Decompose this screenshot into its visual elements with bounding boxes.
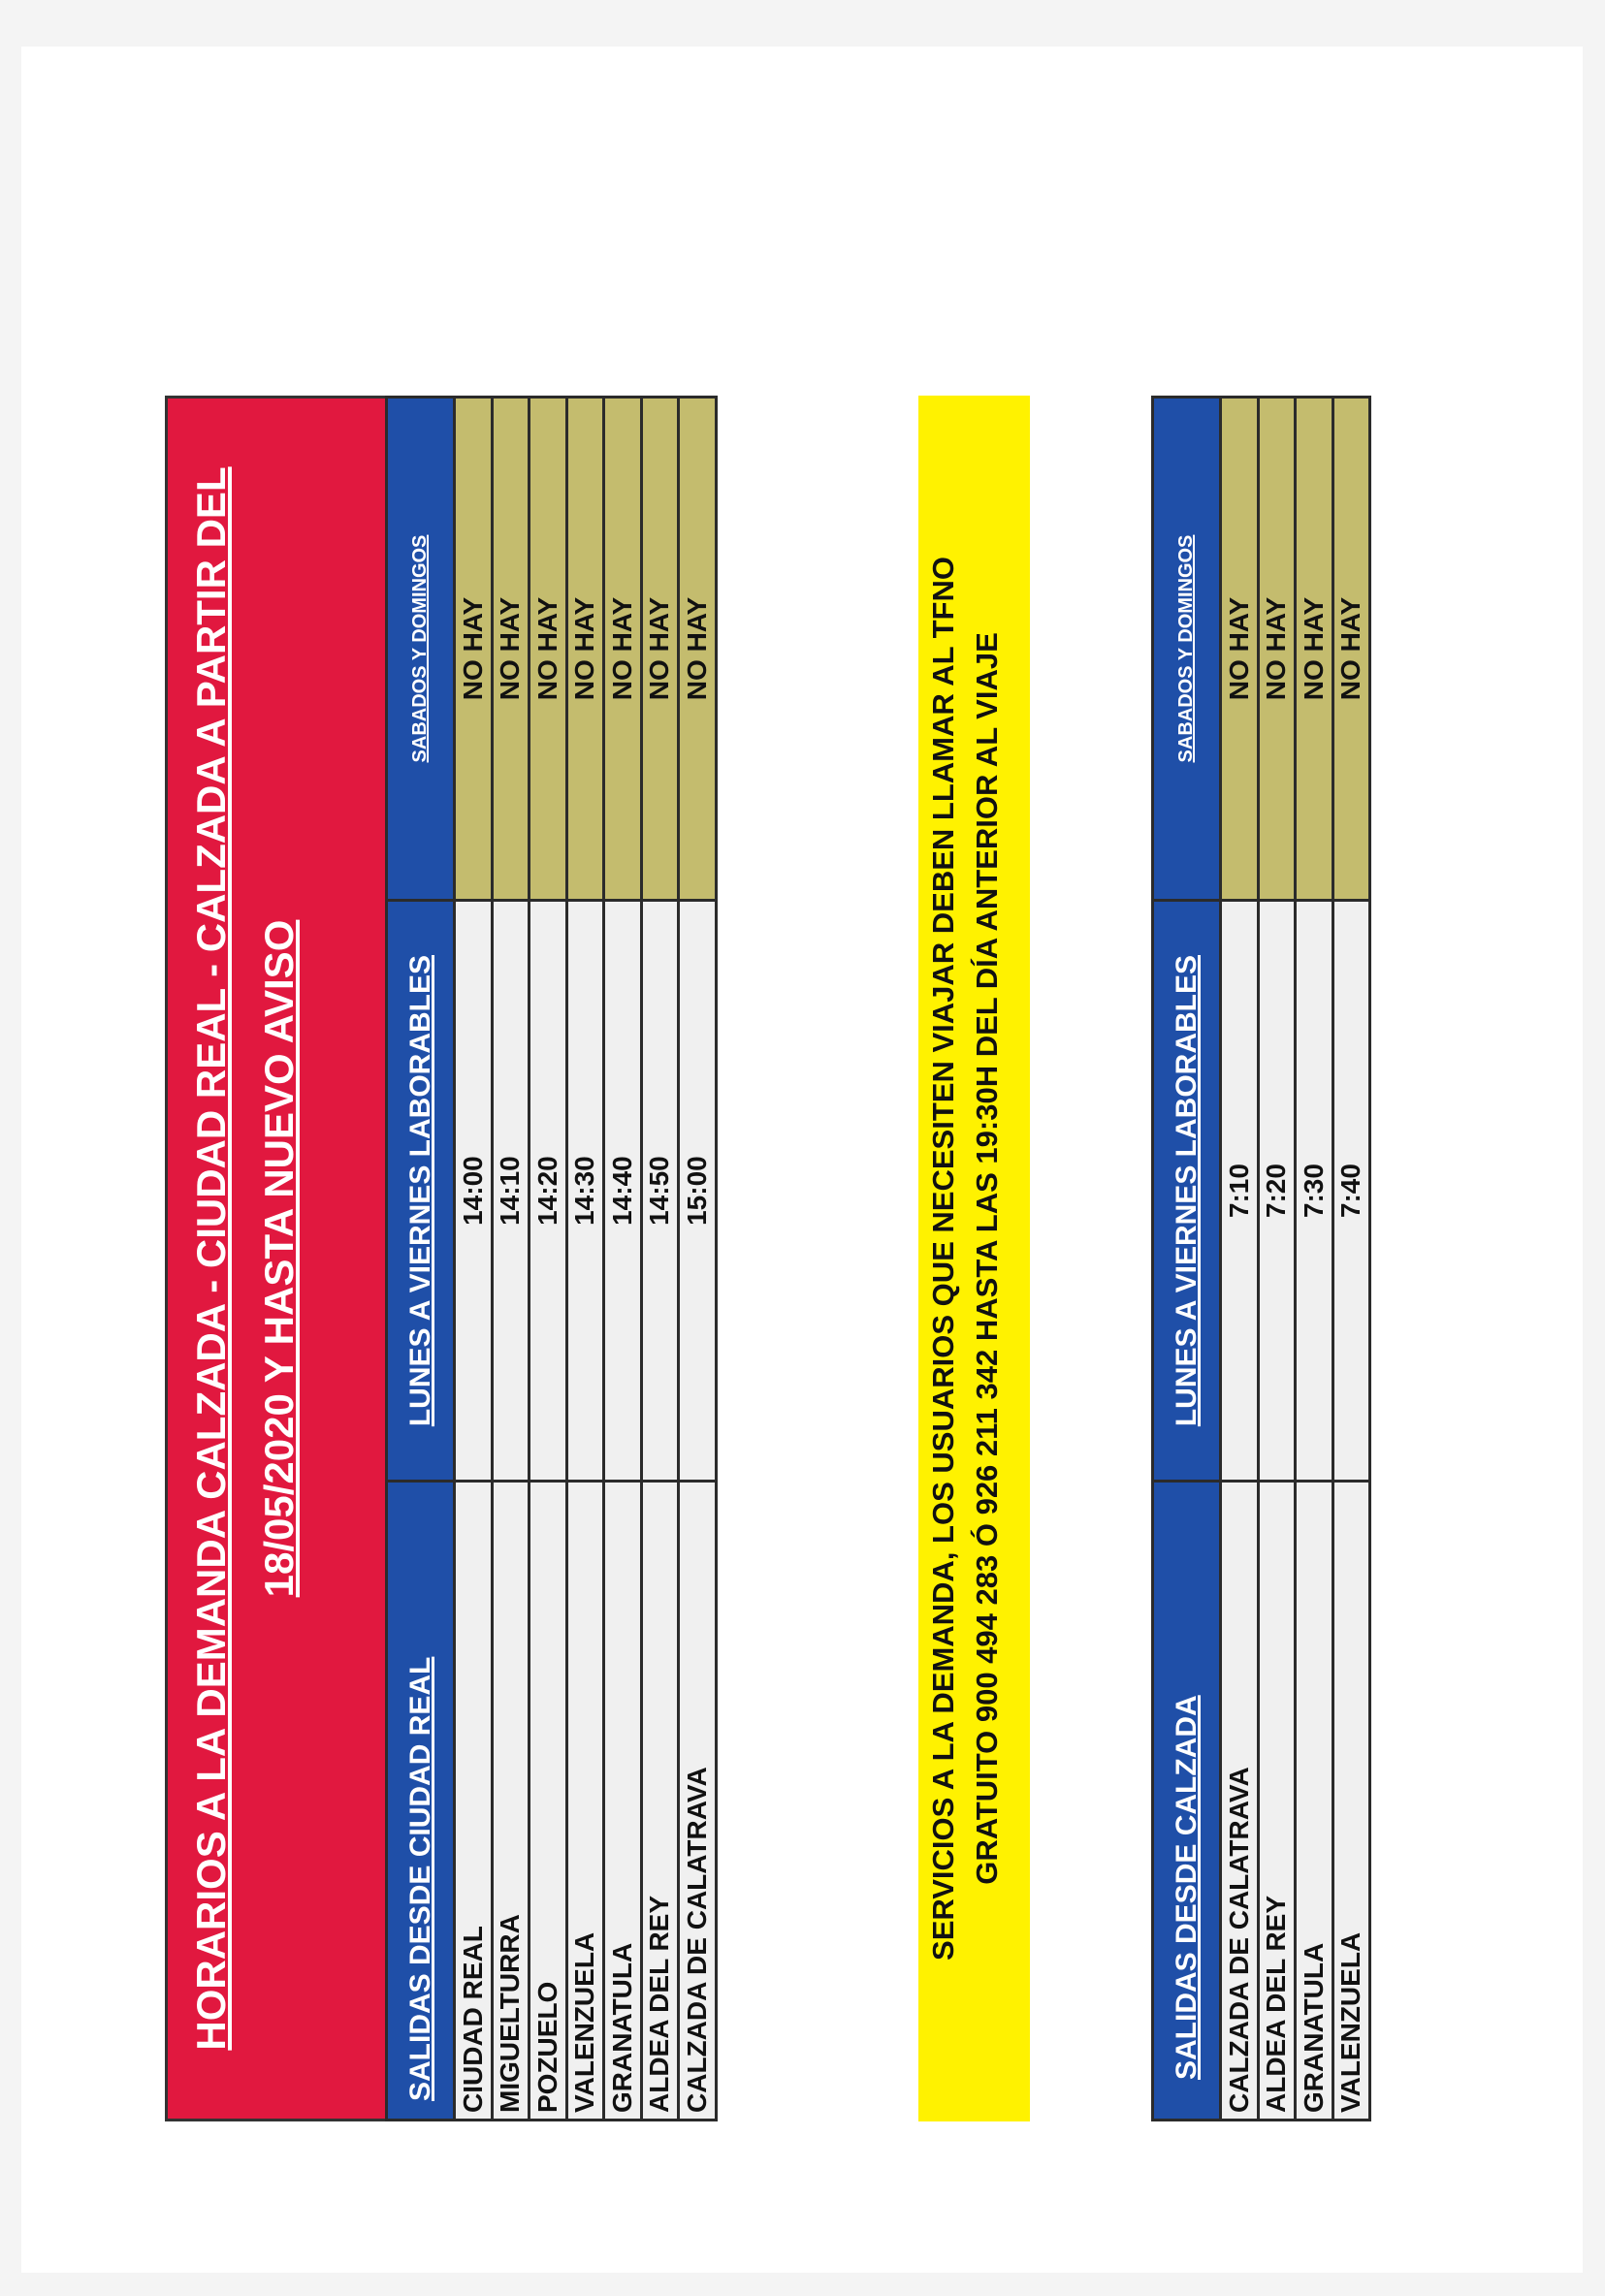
- schedule-table-from-ciudad-real: [385, 396, 718, 2121]
- table-row: [1296, 398, 1333, 2121]
- weekend-availability: NO HAY: [492, 398, 530, 901]
- schedule-title-banner: [165, 396, 388, 2121]
- stop-name: CIUDAD REAL: [455, 1482, 493, 2121]
- stop-name: GRANATULA: [604, 1482, 642, 2121]
- table-header-row: [387, 398, 455, 2121]
- header-weekends: SABADOS Y DOMINGOS: [387, 398, 455, 901]
- schedule-table-from-calzada: [1151, 396, 1371, 2121]
- weekday-time: 7:10: [1221, 901, 1259, 1482]
- weekday-time: 7:20: [1258, 901, 1296, 1482]
- weekend-availability: NO HAY: [1332, 398, 1370, 901]
- weekday-time: 14:30: [566, 901, 604, 1482]
- table-row: [1221, 398, 1259, 2121]
- weekend-availability: NO HAY: [679, 398, 717, 901]
- weekend-availability: NO HAY: [1296, 398, 1333, 901]
- weekend-availability: NO HAY: [566, 398, 604, 901]
- weekend-availability: NO HAY: [1221, 398, 1259, 901]
- stop-name: CALZADA DE CALATRAVA: [679, 1482, 717, 2121]
- table-row: [604, 398, 642, 2121]
- table-row: [1258, 398, 1296, 2121]
- weekend-availability: NO HAY: [604, 398, 642, 901]
- title-line-1: HORARIOS A LA DEMANDA CALZADA - CIUDAD REAL - CALZADA A PARTIR DEL: [188, 466, 234, 2051]
- table-row: [566, 398, 604, 2121]
- stop-name: VALENZUELA: [566, 1482, 604, 2121]
- stop-name: VALENZUELA: [1332, 1482, 1370, 2121]
- weekday-time: 7:40: [1332, 901, 1370, 1482]
- weekday-time: 14:50: [641, 901, 679, 1482]
- notice-line-2: GRATUITO 900 494 283 Ó 926 211 342 HASTA LAS 19:30H DEL DÍA ANTERIOR AL VIAJE: [969, 632, 1004, 1885]
- document-sheet: [21, 47, 1583, 2273]
- table-row: [641, 398, 679, 2121]
- weekend-availability: NO HAY: [1258, 398, 1296, 901]
- header-departures: SALIDAS DESDE CALZADA: [1153, 1482, 1221, 2121]
- weekend-availability: NO HAY: [641, 398, 679, 901]
- table-body: [455, 398, 717, 2121]
- header-departures: SALIDAS DESDE CIUDAD REAL: [387, 1482, 455, 2121]
- header-weekdays: LUNES A VIERNES LABORABLES: [1153, 901, 1221, 1482]
- weekday-time: 14:40: [604, 901, 642, 1482]
- stop-name: ALDEA DEL REY: [1258, 1482, 1296, 2121]
- rotated-page: [21, 85, 1457, 2160]
- on-demand-notice: [918, 396, 1030, 2121]
- table-row: [455, 398, 493, 2121]
- weekend-availability: NO HAY: [455, 398, 493, 901]
- header-weekends: SABADOS Y DOMINGOS: [1153, 398, 1221, 901]
- stop-name: ALDEA DEL REY: [641, 1482, 679, 2121]
- weekday-time: 14:00: [455, 901, 493, 1482]
- title-line-2: 18/05/2020 Y HASTA NUEVO AVISO: [256, 919, 303, 1598]
- stop-name: CALZADA DE CALATRAVA: [1221, 1482, 1259, 2121]
- weekday-time: 7:30: [1296, 901, 1333, 1482]
- stop-name: MIGUELTURRA: [492, 1482, 530, 2121]
- weekend-availability: NO HAY: [530, 398, 567, 901]
- weekday-time: 14:20: [530, 901, 567, 1482]
- table-body: [1221, 398, 1370, 2121]
- table-row: [492, 398, 530, 2121]
- table-row: [530, 398, 567, 2121]
- weekday-time: 14:10: [492, 901, 530, 1482]
- stop-name: POZUELO: [530, 1482, 567, 2121]
- table-header-row: [1153, 398, 1221, 2121]
- notice-line-1: SERVICIOS A LA DEMANDA, LOS USUARIOS QUE NECESITEN VIAJAR DEBEN LLAMAR AL TFNO: [926, 557, 960, 1961]
- weekday-time: 15:00: [679, 901, 717, 1482]
- header-weekdays: LUNES A VIERNES LABORABLES: [387, 901, 455, 1482]
- table-row: [679, 398, 717, 2121]
- table-row: [1332, 398, 1370, 2121]
- stop-name: GRANATULA: [1296, 1482, 1333, 2121]
